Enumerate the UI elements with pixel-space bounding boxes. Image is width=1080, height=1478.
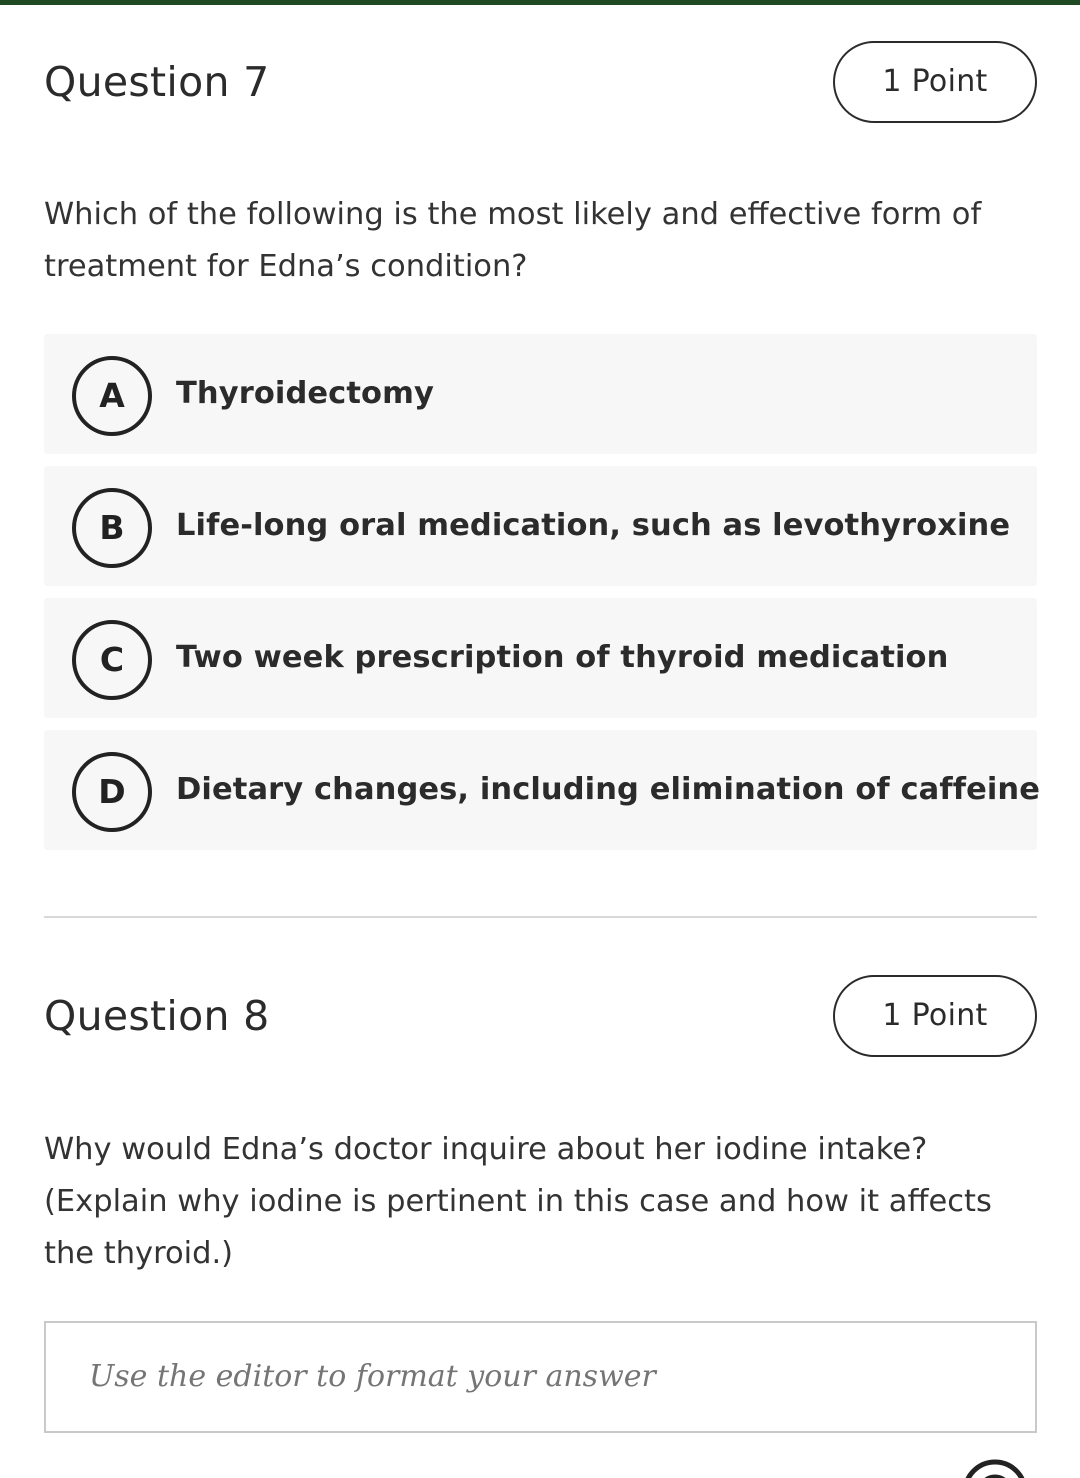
top-accent-bar [0, 0, 1080, 5]
option-label: Life-long oral medication, such as levothyroxine [176, 508, 1011, 543]
help-circle-icon[interactable] [962, 1456, 1032, 1478]
answer-placeholder: Use the editor to format your answer [89, 1359, 656, 1394]
option-d[interactable] [44, 730, 1041, 850]
option-label: Dietary changes, including elimination of caffeine [176, 772, 1041, 807]
option-label: Thyroidectomy [176, 376, 434, 411]
question-header [44, 975, 1037, 1057]
option-letter-badge: C [72, 620, 152, 700]
option-letter-badge: B [72, 488, 152, 568]
question-prompt: Which of the following is the most likely and effective form of treatment for Edna’s condition? [44, 197, 982, 284]
answer-editor[interactable] [44, 1321, 1037, 1433]
option-letter-badge: D [72, 752, 152, 832]
question-8 [44, 975, 1037, 1057]
question-divider [44, 916, 1037, 918]
question-title: Question 8 [44, 992, 270, 1040]
option-label: Two week prescription of thyroid medication [176, 640, 949, 675]
question-prompt: Why would Edna’s doctor inquire about her iodine intake? (Explain why iodine is pertinent in this case and how it affects the thyroid.) [44, 1132, 992, 1271]
option-letter-badge: A [72, 356, 152, 436]
points-badge: 1 Point [833, 975, 1037, 1057]
question-header [44, 41, 1037, 123]
option-c[interactable] [44, 598, 1037, 718]
option-b[interactable] [44, 466, 1037, 586]
question-7 [44, 41, 1037, 123]
option-a[interactable] [44, 334, 1037, 454]
question-title: Question 7 [44, 58, 270, 106]
points-badge: 1 Point [833, 41, 1037, 123]
